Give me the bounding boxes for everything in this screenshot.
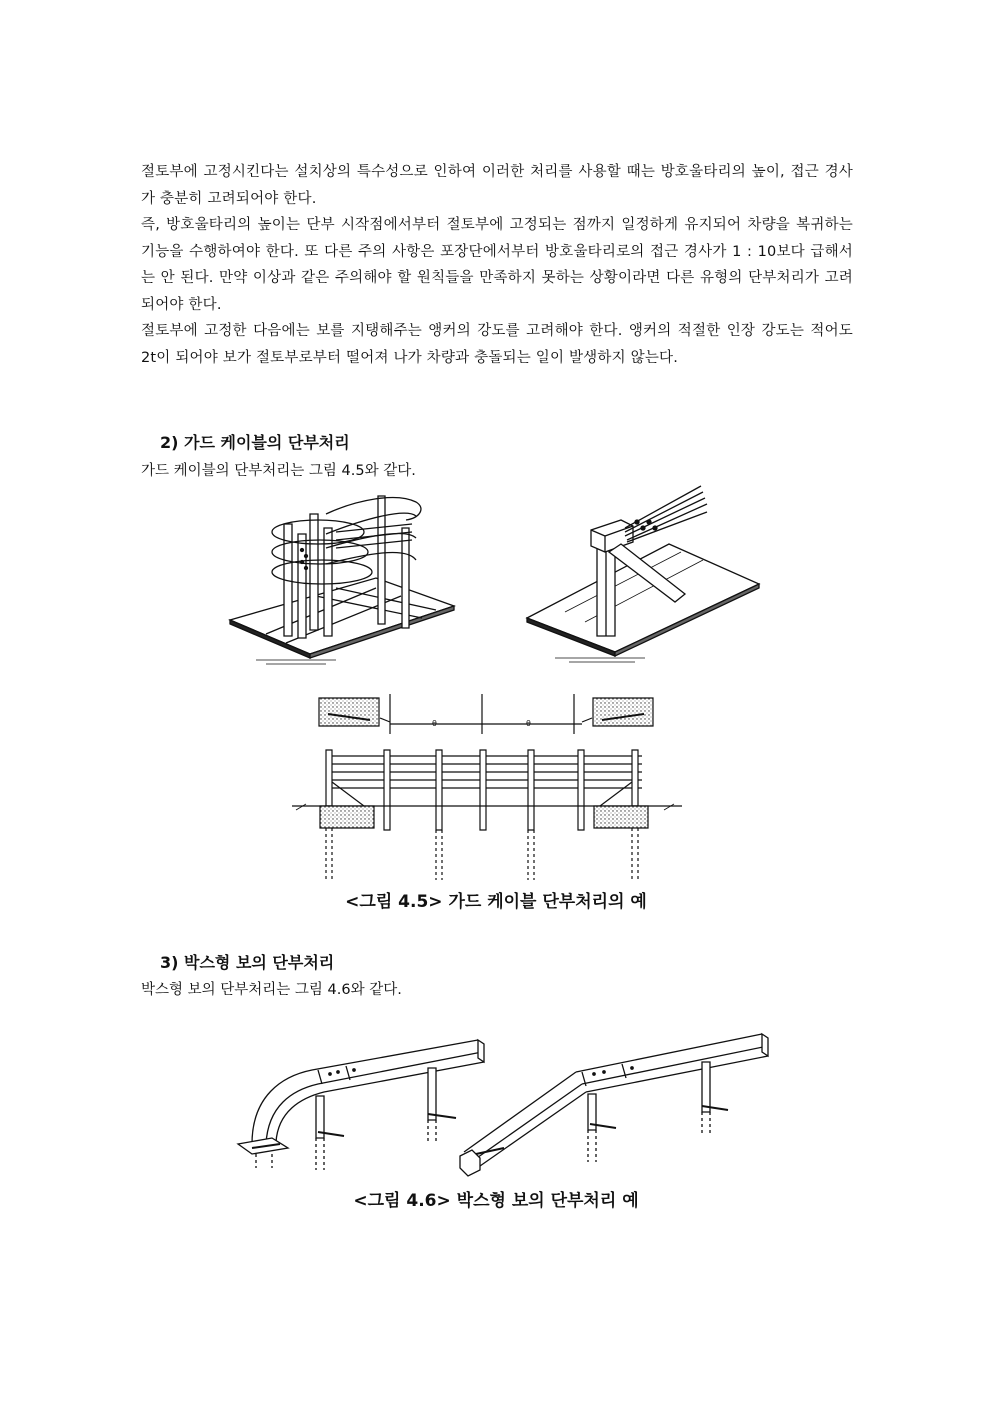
body-paragraph-2: 즉, 방호울타리의 높이는 단부 시작점에서부터 절토부에 고정되는 점까지 일정하게 유지되어 차량을 복귀하는 기능을 수행하여야 한다. 또 다른 주의 사항은 포장단에서부터 방호울타리로의 접근 경사가 1 : 10보다 급해서는 안 된다. 만약 이상과 같은 주의해야 할 원칙들을 만족하지 못하는 상황이라면 다른 유형의 단부처리가 고려되어야 한다.: [141, 217, 853, 314]
figure-4-6-curved-terminal: [232, 1036, 490, 1176]
section-heading-box: 3) 박스형 보의 단부처리: [160, 953, 335, 972]
figure-4-5-anchor-left: [226, 488, 466, 666]
figure-4-6-sloped-terminal: [458, 1030, 774, 1176]
body-paragraph-3: 절토부에 고정한 다음에는 보를 지탱해주는 앵커의 강도를 고려해야 한다. 앵커의 적절한 인장 강도는 적어도 2t이 되어야 보가 절토부로부터 떨어져 나가 차량과 충돌되는 일이 발생하지 않는다.: [141, 323, 853, 366]
svg-text:θ: θ: [432, 719, 437, 728]
svg-text:θ: θ: [526, 719, 531, 728]
figure-caption-4-6: <그림 4.6> 박스형 보의 단부처리 예: [353, 1191, 639, 1211]
figure-4-5-elevation: [292, 690, 682, 882]
figure-caption-4-5: <그림 4.5> 가드 케이블 단부처리의 예: [345, 892, 647, 912]
section-heading-cable: 2) 가드 케이블의 단부처리: [160, 433, 350, 452]
section-text-box: 박스형 보의 단부처리는 그림 4.6와 같다.: [141, 982, 402, 998]
figure-4-5-anchor-right: [525, 484, 765, 664]
body-paragraph-1: 절토부에 고정시킨다는 설치상의 특수성으로 인하여 이러한 처리를 사용할 때는 방호울타리의 높이, 접근 경사가 충분히 고려되어야 한다.: [141, 164, 853, 207]
section-text-cable: 가드 케이블의 단부처리는 그림 4.5와 같다.: [141, 463, 416, 479]
